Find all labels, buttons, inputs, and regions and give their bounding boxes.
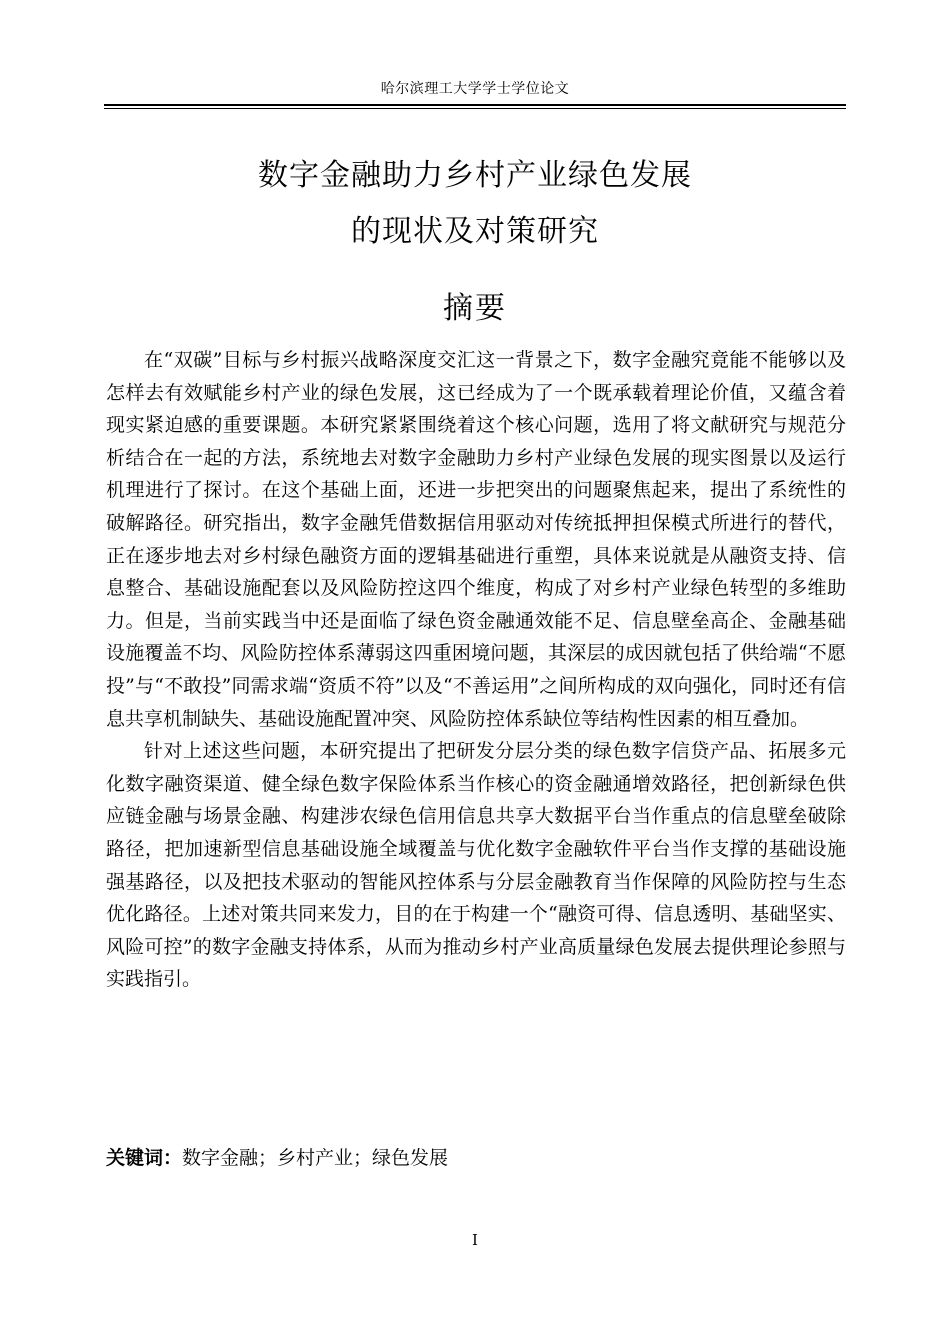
abstract-heading: 摘要 — [443, 291, 507, 326]
abstract-paragraph-2: 针对上述这些问题，本研究提出了把研发分层分类的绿色数字信贷产品、拓展多元化数字融资渠道、健全绿色数字保险体系当作核心的资金融通增效路径，把创新绿色供应链金融与场景金融、构建涉农绿色信用信息共享大数据平台当作重点的信息壁垒破除路径，把加速新型信息基础设施全域覆盖与优化数字金融软件平台当作支撑的基础设施强基路径，以及把技术驱动的智能风控体系与分层金融教育当作保障的风险防控与生态优化路径。上述对策共同来发力，目的在于构建一个“融资可得、信息透明、基础坚实、风险可控”的数字金融支持体系，从而为推动乡村产业高质量绿色发展去提供理论参照与实践指引。 — [106, 740, 846, 991]
header-rule-thin — [104, 108, 846, 109]
header-rule-thick — [104, 104, 846, 106]
thesis-title-line-2: 的现状及对策研究 — [351, 214, 599, 249]
abstract-paragraph-1: 在“双碳”目标与乡村振兴战略深度交汇这一背景之下，数字金融究竟能不能够以及怎样去有效赋能乡村产业的绿色发展，这已经成为了一个既承载着理论价值，又蕴含着现实紧迫感的重要课题。本研究紧紧围绕着这个核心问题，选用了将文献研究与规范分析结合在一起的方法，系统地去对数字金融助力乡村产业绿色发展的现实图景以及运行机理进行了探讨。在这个基础上面，还进一步把突出的问题聚焦起来，提出了系统性的破解路径。研究指出，数字金融凭借数据信用驱动对传统抵押担保模式所进行的替代，正在逐步地去对乡村绿色融资方面的逻辑基础进行重塑，具体来说就是从融资支持、信息整合、基础设施配套以及风险防控这四个维度，构成了对乡村产业绿色转型的多维助力。但是，当前实践当中还是面临了绿色资金融通效能不足、信息壁垒高企、金融基础设施覆盖不均、风险防控体系薄弱这四重困境问题，其深层的成因就包括了供给端“不愿投”与“不敢投”同需求端“资质不符”以及“不善运用”之间所构成的双向强化，同时还有信息共享机制缺失、基础设施配置冲突、风险防控体系缺位等结构性因素的相互叠加。 — [106, 349, 846, 730]
running-header: 哈尔滨理工大学学士学位论文 — [380, 81, 570, 97]
abstract-body — [106, 344, 846, 996]
keywords-value: 数字金融；乡村产业；绿色发展 — [182, 1147, 449, 1169]
page-number: I — [472, 1231, 478, 1249]
keywords-line — [106, 1142, 846, 1174]
keywords-label: 关键词： — [106, 1147, 183, 1169]
thesis-title-line-1: 数字金融助力乡村产业绿色发展 — [258, 158, 692, 193]
